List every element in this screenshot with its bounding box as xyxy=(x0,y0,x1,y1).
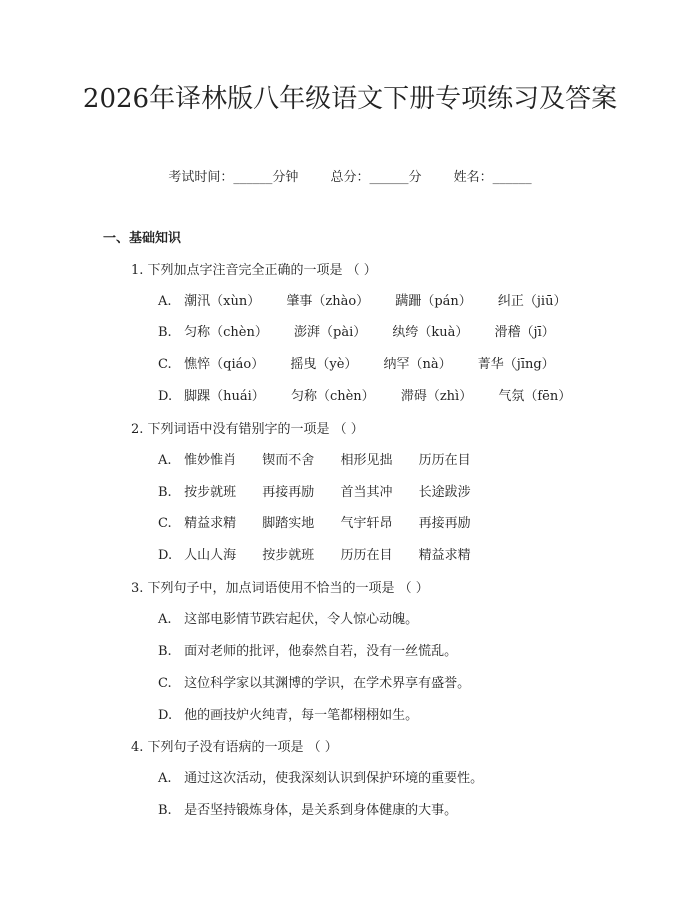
option-item: 相形见拙 xyxy=(340,453,393,468)
exam-time-field: 考试时间：______分钟 xyxy=(168,170,299,185)
question-2-option-b xyxy=(158,483,493,503)
question-4-option-b xyxy=(158,801,479,821)
option-item: 是否坚持锻炼身体，是关系到身体健康的大事。 xyxy=(184,803,458,818)
option-letter: B. xyxy=(158,644,172,659)
option-item: 纨绔（kuà） xyxy=(392,325,469,340)
option-letter: B. xyxy=(158,485,172,500)
question-2-option-d xyxy=(158,546,493,566)
option-item: 再接再励 xyxy=(418,516,471,531)
option-item: 历历在目 xyxy=(340,548,393,563)
student-name-field: 姓名：______ xyxy=(453,170,532,185)
question-2-option-a xyxy=(158,451,493,471)
option-item: 人山人海 xyxy=(184,548,237,563)
question-1-option-c xyxy=(158,355,577,375)
option-item: 澎湃（pài） xyxy=(294,325,367,340)
option-item: 气宇轩昂 xyxy=(340,516,393,531)
option-letter: A. xyxy=(158,612,172,627)
question-3-option-d xyxy=(158,706,440,726)
option-letter: A. xyxy=(158,294,172,309)
option-letter: C. xyxy=(158,357,172,372)
option-letter: D. xyxy=(158,389,173,404)
option-item: 精益求精 xyxy=(418,548,471,563)
question-3-stem: 3. 下列句子中，加点词语使用不恰当的一项是 （ ） xyxy=(131,581,429,596)
option-item: 首当其冲 xyxy=(340,485,393,500)
option-item: 摇曳（yè） xyxy=(290,357,358,372)
option-item: 匀称（chèn） xyxy=(184,325,268,340)
option-item: 他的画技炉火纯青，每一笔都栩栩如生。 xyxy=(184,708,419,723)
option-item: 脚踝（huái） xyxy=(184,389,265,404)
question-1-option-b xyxy=(158,323,577,343)
question-2-option-c xyxy=(158,514,493,534)
question-1-stem: 1. 下列加点字注音完全正确的一项是 （ ） xyxy=(131,263,377,278)
exam-meta xyxy=(0,168,700,188)
option-item: 滞碍（zhì） xyxy=(400,389,473,404)
option-item: 再接再励 xyxy=(262,485,315,500)
total-score-field: 总分：______分 xyxy=(330,170,422,185)
question-3-option-c xyxy=(158,674,492,694)
option-letter: D. xyxy=(158,708,173,723)
question-3-option-a xyxy=(158,610,440,630)
question-3-option-b xyxy=(158,642,479,662)
option-letter: D. xyxy=(158,548,173,563)
question-4-stem: 4. 下列句子没有语病的一项是 （ ） xyxy=(131,740,338,755)
document-title: 2026年译林版八年级语文下册专项练习及答案 xyxy=(82,84,618,114)
option-item: 脚踏实地 xyxy=(262,516,315,531)
option-item: 历历在目 xyxy=(418,453,471,468)
option-item: 长途跋涉 xyxy=(418,485,471,500)
option-item: 憔悴（qiáo） xyxy=(184,357,265,372)
option-item: 滑稽（jī） xyxy=(494,325,555,340)
option-item: 按步就班 xyxy=(262,548,315,563)
option-item: 纠正（jiū） xyxy=(497,294,567,309)
option-letter: C. xyxy=(158,676,172,691)
option-item: 潮汛（xùn） xyxy=(184,294,261,309)
option-letter: B. xyxy=(158,803,172,818)
option-item: 通过这次活动，使我深刻认识到保护环境的重要性。 xyxy=(184,771,484,786)
option-letter: C. xyxy=(158,516,172,531)
option-item: 菁华（jīng） xyxy=(477,357,555,372)
option-item: 精益求精 xyxy=(184,516,237,531)
option-item: 气氛（fēn） xyxy=(498,389,572,404)
option-letter: A. xyxy=(158,771,172,786)
option-item: 这位科学家以其渊博的学识，在学术界享有盛誉。 xyxy=(184,676,471,691)
question-1-option-d xyxy=(158,387,593,407)
option-letter: B. xyxy=(158,325,172,340)
section-title: 一、基础知识 xyxy=(103,231,182,246)
option-item: 肇事（zhào） xyxy=(286,294,370,309)
option-item: 蹒跚（pán） xyxy=(395,294,472,309)
option-item: 惟妙惟肖 xyxy=(184,453,237,468)
question-1-option-a xyxy=(158,292,588,312)
question-2-stem: 2. 下列词语中没有错别字的一项是 （ ） xyxy=(131,422,364,437)
option-item: 锲而不舍 xyxy=(262,453,315,468)
option-item: 匀称（chèn） xyxy=(290,389,375,404)
question-4-option-a xyxy=(158,769,505,789)
option-item: 纳罕（nà） xyxy=(383,357,452,372)
option-item: 按步就班 xyxy=(184,485,237,500)
option-item: 这部电影情节跌宕起伏，令人惊心动魄。 xyxy=(184,612,419,627)
option-letter: A. xyxy=(158,453,172,468)
option-item: 面对老师的批评，他泰然自若，没有一丝慌乱。 xyxy=(184,644,458,659)
